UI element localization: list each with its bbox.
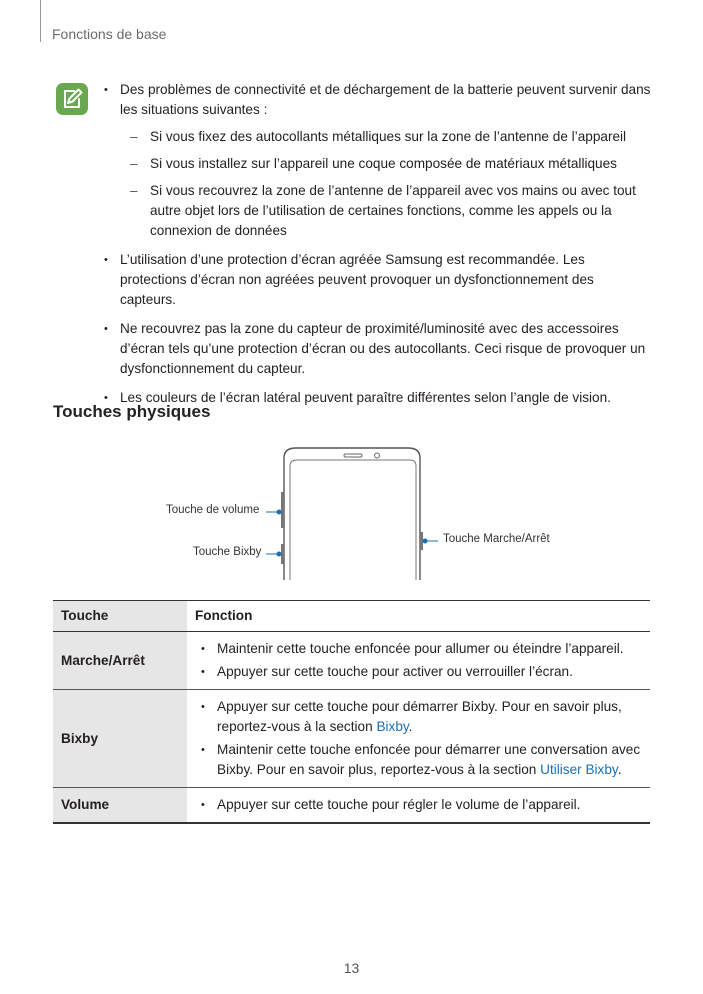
key-name-cell: Bixby <box>53 690 187 788</box>
bixby-section-link[interactable]: Bixby <box>376 719 409 734</box>
function-cell <box>187 632 650 690</box>
bixby-key-callout: Touche Bixby <box>193 546 262 558</box>
key-name-cell: Marche/Arrêt <box>53 632 187 690</box>
function-item <box>201 697 642 737</box>
key-name-cell: Volume <box>53 788 187 824</box>
phone-figure <box>0 440 703 585</box>
note-bullet: • L’utilisation d’une protection d’écran agréée Samsung est recommandée. Les protections d’écran non agréées peuvent provoquer un dysfonctionnement des capteurs. <box>104 250 652 310</box>
page-header-title: Fonctions de base <box>52 26 167 42</box>
function-item-punct: . <box>617 762 622 777</box>
note-sub-item: – Si vous recouvrez la zone de l’antenne de l’appareil avec vos mains ou avec tout autre objet lors de l’utilisation de certaines fonctions, comme les appels ou la connexion de données <box>120 181 652 241</box>
function-cell <box>187 788 650 824</box>
note-block <box>104 80 652 417</box>
table-header-row <box>53 601 650 632</box>
volume-key-callout: Touche de volume <box>166 504 260 516</box>
note-bullet: • Les couleurs de l’écran latéral peuvent paraître différentes selon l’angle de vision. <box>104 388 652 408</box>
function-item: • Appuyer sur cette touche pour activer ou verrouiller l’écran. <box>201 662 642 682</box>
power-key-callout: Touche Marche/Arrêt <box>443 533 550 545</box>
column-header-function: Fonction <box>187 601 650 632</box>
function-item: • Maintenir cette touche enfoncée pour allumer ou éteindre l’appareil. <box>201 639 642 659</box>
header-rule <box>40 0 41 42</box>
table-row <box>53 690 650 788</box>
column-header-key: Touche <box>53 601 187 632</box>
phone-illustration <box>0 440 703 585</box>
note-bullet-text: Des problèmes de connectivité et de déchargement de la batterie peuvent survenir dans les situations suivantes : <box>120 82 651 117</box>
function-item: • Appuyer sur cette touche pour régler le volume de l’appareil. <box>201 795 642 815</box>
table-row <box>53 788 650 824</box>
volume-key-shape <box>281 492 284 528</box>
section-title: Touches physiques <box>53 402 211 421</box>
utiliser-bixby-link[interactable]: Utiliser Bixby <box>540 762 618 777</box>
function-item-text: Maintenir cette touche enfoncée pour démarrer une conversation avec Bixby. Pour en savoir plus, reportez-vous à la section <box>217 742 641 777</box>
note-sub-list <box>120 127 652 241</box>
note-sub-item: – Si vous installez sur l’appareil une coque composée de matériaux métalliques <box>120 154 652 174</box>
table-row <box>53 632 650 690</box>
function-item <box>201 740 642 780</box>
page-number: 13 <box>343 960 360 976</box>
function-cell <box>187 690 650 788</box>
pencil-note-icon <box>56 83 88 115</box>
note-sub-item: – Si vous fixez des autocollants métalliques sur la zone de l’antenne de l’appareil <box>120 127 652 147</box>
function-item-punct: . <box>408 719 413 734</box>
note-bullet <box>104 80 652 241</box>
function-item-text: Appuyer sur cette touche pour démarrer Bixby. Pour en savoir plus, reportez-vous à la section <box>217 699 622 734</box>
note-bullet: • Ne recouvrez pas la zone du capteur de proximité/luminosité avec des accessoires d’écran tels qu’une protection d’écran ou des autocollants. Ceci risque de provoquer un dysfonctionnement du capteur. <box>104 319 652 379</box>
keys-table <box>53 600 650 824</box>
